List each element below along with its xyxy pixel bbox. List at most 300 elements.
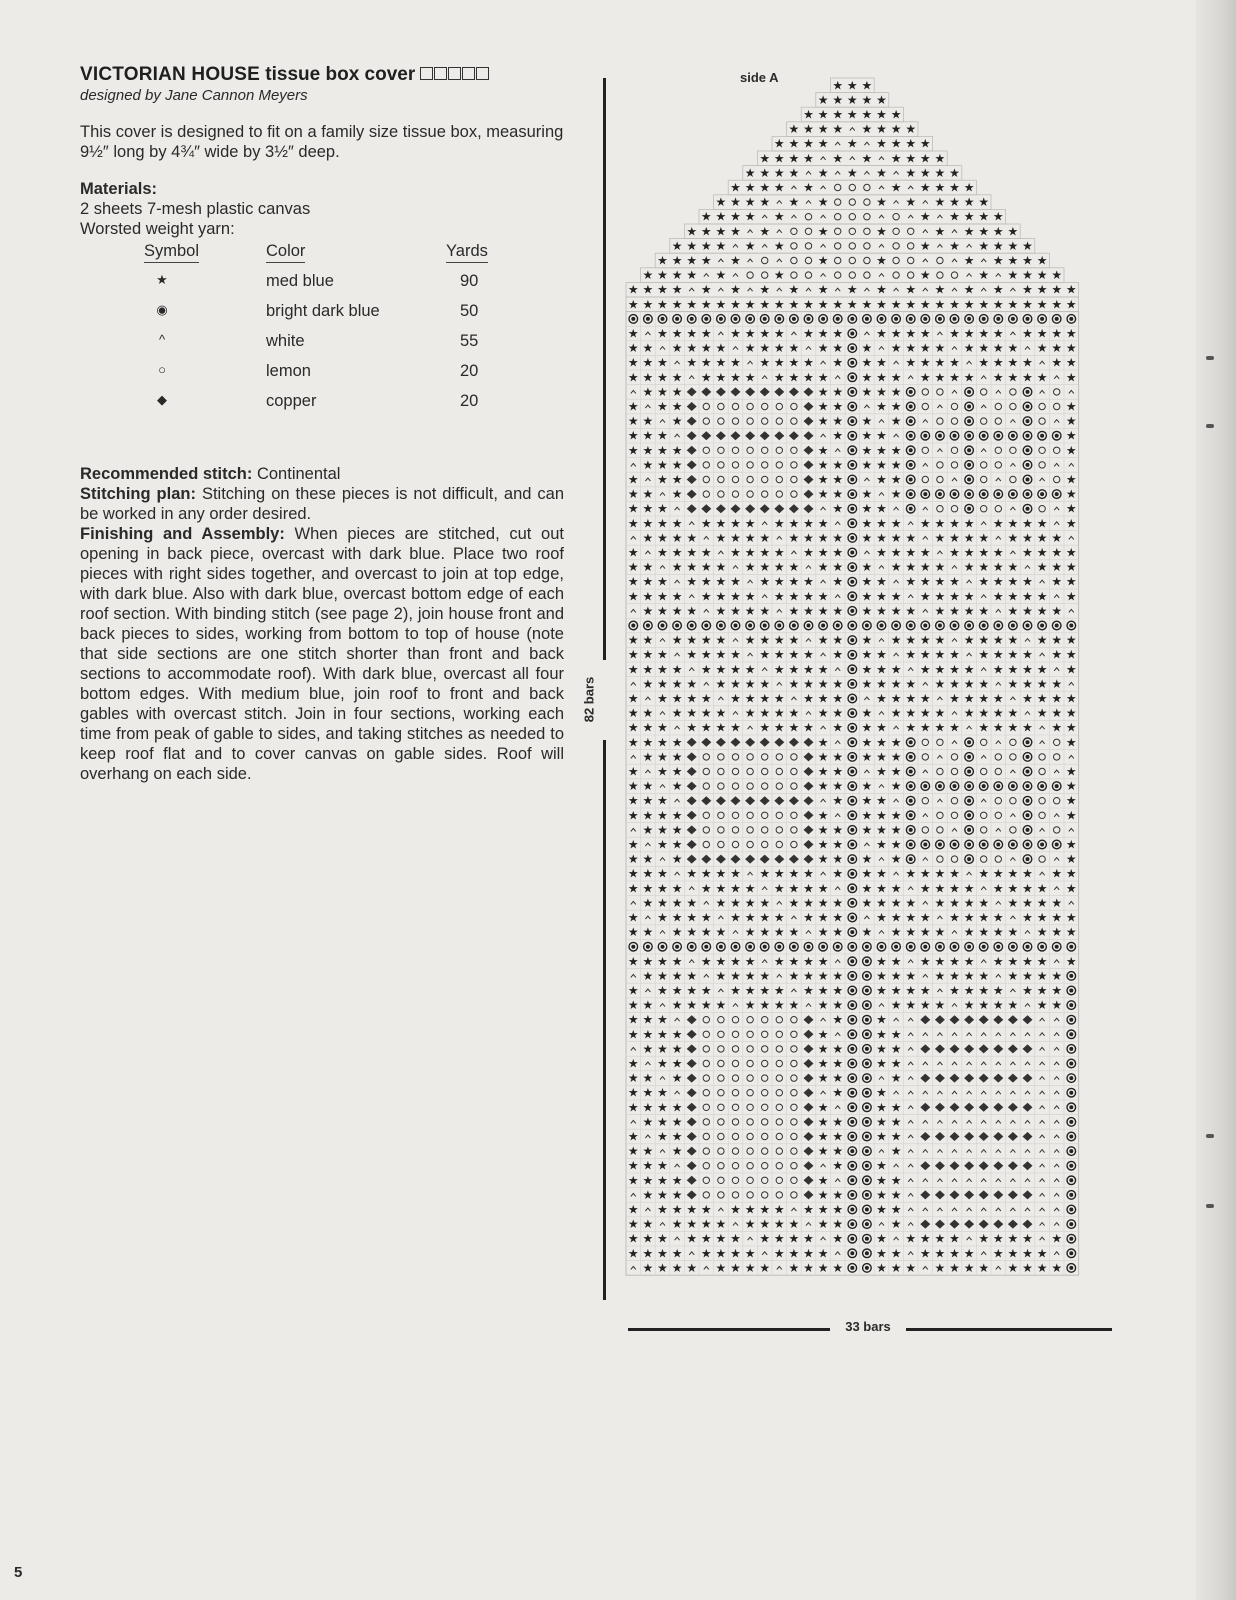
svg-text:★: ★ (934, 574, 946, 589)
svg-text:★: ★ (730, 530, 741, 545)
svg-text:★: ★ (949, 530, 960, 545)
svg-text:★: ★ (890, 341, 902, 356)
svg-text:★: ★ (715, 633, 727, 648)
svg-text:★: ★ (817, 837, 829, 852)
svg-text:★: ★ (876, 545, 887, 560)
svg-text:★: ★ (657, 457, 668, 472)
svg-text:★: ★ (744, 180, 756, 195)
svg-text:★: ★ (627, 399, 639, 414)
svg-text:★: ★ (686, 720, 698, 735)
svg-text:★: ★ (700, 1217, 712, 1232)
svg-text:★: ★ (1036, 516, 1048, 531)
svg-text:★: ★ (627, 837, 639, 852)
svg-text:★: ★ (671, 925, 683, 940)
svg-text:★: ★ (788, 122, 800, 137)
svg-text:★: ★ (978, 603, 990, 618)
svg-text:★: ★ (642, 428, 654, 443)
svg-text:★: ★ (992, 589, 1004, 604)
svg-text:★: ★ (773, 238, 785, 253)
svg-text:★: ★ (876, 136, 887, 151)
svg-text:★: ★ (773, 866, 785, 881)
svg-text:★: ★ (1007, 574, 1019, 589)
svg-text:★: ★ (671, 881, 683, 896)
diamond-icon: ◆ (157, 392, 167, 407)
svg-text:★: ★ (876, 1173, 887, 1188)
svg-text:★: ★ (1065, 837, 1077, 852)
svg-text:★: ★ (905, 968, 917, 983)
svg-text:★: ★ (686, 706, 698, 721)
svg-text:★: ★ (963, 209, 975, 224)
svg-text:★: ★ (686, 983, 698, 998)
svg-text:★: ★ (949, 662, 960, 677)
svg-text:★: ★ (963, 691, 975, 706)
svg-text:★: ★ (919, 662, 931, 677)
svg-text:★: ★ (934, 881, 946, 896)
svg-text:★: ★ (890, 589, 902, 604)
svg-text:★: ★ (992, 545, 1004, 560)
svg-text:★: ★ (1036, 895, 1048, 910)
svg-text:★: ★ (905, 151, 917, 166)
svg-text:★: ★ (730, 1246, 741, 1261)
svg-text:★: ★ (642, 808, 654, 823)
svg-text:★: ★ (671, 1144, 683, 1159)
svg-text:★: ★ (1007, 297, 1019, 312)
svg-text:★: ★ (890, 107, 902, 122)
svg-text:★: ★ (890, 122, 902, 137)
svg-text:★: ★ (1022, 268, 1033, 283)
svg-text:★: ★ (1007, 954, 1019, 969)
svg-text:★: ★ (861, 735, 873, 750)
svg-text:★: ★ (963, 633, 975, 648)
svg-text:★: ★ (642, 1231, 654, 1246)
star-icon: ★ (156, 272, 168, 287)
svg-text:★: ★ (642, 633, 654, 648)
svg-text:★: ★ (1022, 326, 1033, 341)
svg-text:★: ★ (686, 253, 698, 268)
svg-text:★: ★ (730, 676, 741, 691)
svg-text:★: ★ (817, 1041, 829, 1056)
svg-text:★: ★ (846, 297, 858, 312)
svg-text:★: ★ (890, 837, 902, 852)
svg-text:★: ★ (861, 881, 873, 896)
svg-text:★: ★ (1022, 1246, 1033, 1261)
svg-text:★: ★ (715, 706, 727, 721)
svg-text:★: ★ (715, 560, 727, 575)
svg-text:★: ★ (686, 238, 698, 253)
svg-text:★: ★ (700, 633, 712, 648)
svg-text:★: ★ (1007, 968, 1019, 983)
svg-text:★: ★ (627, 706, 639, 721)
svg-text:★: ★ (905, 603, 917, 618)
svg-text:★: ★ (992, 706, 1004, 721)
materials-section (80, 179, 564, 239)
svg-text:★: ★ (642, 1085, 654, 1100)
svg-text:★: ★ (627, 808, 639, 823)
svg-text:★: ★ (627, 501, 639, 516)
svg-text:★: ★ (715, 297, 727, 312)
svg-text:★: ★ (832, 895, 844, 910)
svg-text:★: ★ (949, 983, 960, 998)
svg-text:★: ★ (890, 764, 902, 779)
svg-text:★: ★ (817, 954, 829, 969)
svg-text:★: ★ (627, 852, 639, 867)
svg-text:★: ★ (1051, 560, 1063, 575)
svg-text:★: ★ (876, 530, 887, 545)
svg-text:★: ★ (1051, 268, 1063, 283)
svg-text:★: ★ (890, 735, 902, 750)
svg-text:★: ★ (803, 1260, 814, 1275)
svg-text:★: ★ (744, 341, 756, 356)
svg-text:★: ★ (876, 895, 887, 910)
svg-text:★: ★ (700, 925, 712, 940)
svg-text:★: ★ (978, 530, 990, 545)
svg-text:★: ★ (715, 647, 727, 662)
svg-text:★: ★ (671, 1041, 683, 1056)
svg-text:★: ★ (978, 691, 990, 706)
svg-text:★: ★ (890, 1071, 902, 1086)
svg-text:★: ★ (627, 487, 639, 502)
svg-text:★: ★ (876, 691, 887, 706)
yarn-key-row (80, 362, 560, 384)
svg-text:★: ★ (832, 384, 844, 399)
svg-text:★: ★ (671, 1260, 683, 1275)
svg-text:★: ★ (657, 1231, 668, 1246)
svg-text:★: ★ (1007, 647, 1019, 662)
svg-text:★: ★ (1022, 954, 1033, 969)
svg-text:★: ★ (700, 691, 712, 706)
svg-text:★: ★ (715, 1217, 727, 1232)
svg-text:★: ★ (744, 895, 756, 910)
svg-text:★: ★ (627, 414, 639, 429)
svg-text:★: ★ (744, 209, 756, 224)
svg-text:★: ★ (992, 983, 1004, 998)
instructions-section (80, 464, 564, 784)
binding-staple (1206, 356, 1214, 360)
svg-text:★: ★ (817, 516, 829, 531)
svg-text:★: ★ (934, 195, 946, 210)
svg-text:★: ★ (686, 691, 698, 706)
svg-text:★: ★ (642, 1173, 654, 1188)
svg-text:★: ★ (963, 224, 975, 239)
svg-text:★: ★ (817, 443, 829, 458)
svg-text:★: ★ (890, 487, 902, 502)
svg-text:★: ★ (686, 603, 698, 618)
svg-text:★: ★ (686, 1217, 698, 1232)
svg-text:★: ★ (773, 341, 785, 356)
svg-text:★: ★ (978, 895, 990, 910)
svg-text:★: ★ (890, 1114, 902, 1129)
yarn-color-name: white (266, 332, 305, 350)
svg-text:★: ★ (890, 1173, 902, 1188)
svg-text:★: ★ (657, 837, 668, 852)
svg-text:★: ★ (890, 151, 902, 166)
svg-text:★: ★ (949, 1246, 960, 1261)
svg-text:★: ★ (1065, 633, 1077, 648)
svg-text:★: ★ (905, 530, 917, 545)
svg-text:★: ★ (949, 326, 960, 341)
svg-text:★: ★ (642, 1217, 654, 1232)
svg-text:★: ★ (876, 1187, 887, 1202)
svg-text:★: ★ (905, 122, 917, 137)
svg-text:★: ★ (744, 1260, 756, 1275)
svg-text:★: ★ (700, 297, 712, 312)
svg-text:★: ★ (803, 297, 814, 312)
svg-text:★: ★ (876, 735, 887, 750)
svg-text:★: ★ (1065, 735, 1077, 750)
svg-text:★: ★ (730, 910, 741, 925)
svg-text:★: ★ (905, 282, 917, 297)
svg-text:★: ★ (876, 1231, 887, 1246)
title-main: VICTORIAN HOUSE (80, 64, 261, 85)
svg-text:★: ★ (832, 151, 844, 166)
svg-text:★: ★ (876, 837, 887, 852)
svg-text:★: ★ (832, 691, 844, 706)
svg-text:★: ★ (759, 282, 771, 297)
svg-text:★: ★ (730, 881, 741, 896)
svg-text:★: ★ (1022, 662, 1033, 677)
svg-text:★: ★ (905, 341, 917, 356)
svg-text:★: ★ (788, 516, 800, 531)
svg-text:★: ★ (934, 866, 946, 881)
title-suffix: tissue box cover (265, 64, 416, 85)
svg-text:★: ★ (890, 443, 902, 458)
svg-text:★: ★ (1065, 779, 1077, 794)
svg-text:★: ★ (730, 895, 741, 910)
svg-text:★: ★ (817, 1100, 829, 1115)
svg-text:★: ★ (657, 1260, 668, 1275)
svg-text:★: ★ (803, 151, 814, 166)
svg-text:★: ★ (642, 1100, 654, 1115)
svg-text:★: ★ (642, 1071, 654, 1086)
svg-text:★: ★ (1065, 954, 1077, 969)
svg-text:★: ★ (803, 1231, 814, 1246)
svg-text:★: ★ (627, 282, 639, 297)
svg-text:★: ★ (876, 793, 887, 808)
svg-text:★: ★ (861, 487, 873, 502)
svg-text:★: ★ (744, 1217, 756, 1232)
svg-text:★: ★ (657, 370, 668, 385)
svg-text:★: ★ (759, 1231, 771, 1246)
svg-text:★: ★ (832, 706, 844, 721)
svg-text:★: ★ (759, 530, 771, 545)
svg-text:★: ★ (832, 925, 844, 940)
stitching-plan: Stitching plan: Stitching on these pieces is not difficult, and can be worked in any order desired. (80, 485, 564, 523)
svg-text:★: ★ (627, 954, 639, 969)
svg-text:★: ★ (919, 209, 931, 224)
svg-text:★: ★ (832, 910, 844, 925)
svg-text:★: ★ (730, 209, 741, 224)
svg-text:★: ★ (919, 326, 931, 341)
svg-text:★: ★ (817, 1027, 829, 1042)
svg-text:★: ★ (700, 253, 712, 268)
svg-text:★: ★ (657, 589, 668, 604)
svg-text:★: ★ (890, 925, 902, 940)
svg-text:★: ★ (919, 647, 931, 662)
svg-text:★: ★ (1036, 676, 1048, 691)
svg-text:★: ★ (861, 808, 873, 823)
svg-text:★: ★ (919, 297, 931, 312)
svg-text:★: ★ (992, 633, 1004, 648)
svg-text:★: ★ (715, 530, 727, 545)
svg-text:★: ★ (817, 589, 829, 604)
svg-text:★: ★ (773, 268, 785, 283)
svg-text:★: ★ (861, 428, 873, 443)
svg-text:★: ★ (861, 355, 873, 370)
pattern-text-column (80, 64, 564, 784)
svg-text:★: ★ (934, 1231, 946, 1246)
svg-text:★: ★ (657, 530, 668, 545)
svg-text:★: ★ (992, 866, 1004, 881)
svg-text:★: ★ (803, 530, 814, 545)
svg-text:★: ★ (919, 1246, 931, 1261)
svg-text:★: ★ (919, 720, 931, 735)
svg-text:★: ★ (949, 910, 960, 925)
svg-text:★: ★ (686, 326, 698, 341)
svg-text:★: ★ (627, 1027, 639, 1042)
svg-text:★: ★ (803, 662, 814, 677)
svg-text:★: ★ (890, 560, 902, 575)
svg-text:★: ★ (788, 1217, 800, 1232)
open-circle-icon: ○ (158, 362, 166, 377)
svg-text:★: ★ (730, 647, 741, 662)
svg-text:★: ★ (832, 530, 844, 545)
svg-text:★: ★ (832, 866, 844, 881)
svg-text:★: ★ (919, 560, 931, 575)
svg-text:★: ★ (992, 954, 1004, 969)
svg-text:★: ★ (759, 180, 771, 195)
svg-text:★: ★ (876, 501, 887, 516)
svg-text:★: ★ (890, 472, 902, 487)
svg-text:★: ★ (861, 749, 873, 764)
svg-text:★: ★ (832, 1085, 844, 1100)
svg-text:★: ★ (715, 662, 727, 677)
svg-text:★: ★ (832, 1231, 844, 1246)
svg-text:★: ★ (657, 954, 668, 969)
svg-text:★: ★ (700, 910, 712, 925)
page-number: 5 (14, 1564, 23, 1581)
svg-text:★: ★ (934, 676, 946, 691)
svg-text:★: ★ (817, 399, 829, 414)
svg-text:★: ★ (1022, 1231, 1033, 1246)
svg-text:★: ★ (1065, 560, 1077, 575)
svg-text:★: ★ (671, 603, 683, 618)
svg-text:★: ★ (905, 983, 917, 998)
svg-text:★: ★ (890, 954, 902, 969)
svg-text:★: ★ (876, 282, 887, 297)
svg-text:★: ★ (671, 1100, 683, 1115)
svg-text:★: ★ (627, 355, 639, 370)
svg-text:★: ★ (992, 326, 1004, 341)
svg-text:★: ★ (642, 1246, 654, 1261)
svg-text:★: ★ (817, 472, 829, 487)
svg-text:★: ★ (671, 998, 683, 1013)
svg-text:★: ★ (686, 925, 698, 940)
svg-text:★: ★ (642, 1041, 654, 1056)
svg-text:★: ★ (730, 282, 741, 297)
svg-text:★: ★ (788, 341, 800, 356)
svg-text:★: ★ (1065, 326, 1077, 341)
svg-text:★: ★ (773, 662, 785, 677)
svg-text:★: ★ (817, 487, 829, 502)
svg-text:★: ★ (773, 881, 785, 896)
svg-text:★: ★ (934, 341, 946, 356)
svg-text:★: ★ (890, 1144, 902, 1159)
svg-text:★: ★ (657, 749, 668, 764)
svg-text:★: ★ (876, 662, 887, 677)
svg-text:★: ★ (744, 297, 756, 312)
svg-text:★: ★ (876, 574, 887, 589)
svg-text:★: ★ (700, 238, 712, 253)
svg-text:★: ★ (671, 1027, 683, 1042)
svg-text:★: ★ (934, 297, 946, 312)
svg-text:★: ★ (963, 925, 975, 940)
svg-text:★: ★ (1036, 545, 1048, 560)
svg-text:★: ★ (1065, 647, 1077, 662)
svg-text:★: ★ (963, 297, 975, 312)
svg-text:★: ★ (686, 560, 698, 575)
svg-text:★: ★ (919, 998, 931, 1013)
svg-text:★: ★ (817, 895, 829, 910)
svg-text:★: ★ (642, 370, 654, 385)
svg-text:★: ★ (744, 603, 756, 618)
svg-text:★: ★ (744, 706, 756, 721)
svg-text:★: ★ (657, 793, 668, 808)
svg-text:★: ★ (949, 676, 960, 691)
svg-text:★: ★ (992, 253, 1004, 268)
svg-text:★: ★ (1022, 530, 1033, 545)
svg-text:★: ★ (1065, 881, 1077, 896)
finishing-assembly: Finishing and Assembly: When pieces are stitched, cut out opening in back piece, overcast with dark blue. Place two roof pieces with right sides together, and overcast to join at top edge, with dark blue. Also with dark blue, overcast bottom edge of each roof section. With binding stitch (see page 2), join house front and back pieces to sides, working from bottom to top of house (note that side sections are one stitch shorter than front and back sections to accommodate roof). With dark blue, overcast all four bottom edges. With medium blue, join roof to front and back gables with overcast stitch. Join in four sections, working each time from peak of gable to sides, and taking stitches as needed to keep roof flat and to cover canvas on gable sides. Roof will overhang on each side. (80, 525, 564, 783)
svg-text:★: ★ (657, 735, 668, 750)
svg-text:★: ★ (861, 341, 873, 356)
svg-text:★: ★ (876, 822, 887, 837)
svg-text:★: ★ (715, 238, 727, 253)
svg-text:★: ★ (832, 749, 844, 764)
svg-text:★: ★ (832, 297, 844, 312)
svg-text:★: ★ (788, 136, 800, 151)
svg-text:★: ★ (876, 1085, 887, 1100)
svg-text:★: ★ (949, 866, 960, 881)
svg-text:★: ★ (627, 1231, 639, 1246)
svg-text:★: ★ (876, 355, 887, 370)
svg-text:★: ★ (992, 341, 1004, 356)
svg-text:★: ★ (992, 662, 1004, 677)
svg-text:★: ★ (978, 341, 990, 356)
svg-text:★: ★ (949, 370, 960, 385)
svg-text:★: ★ (817, 998, 829, 1013)
svg-text:★: ★ (919, 545, 931, 560)
svg-text:★: ★ (788, 925, 800, 940)
svg-text:★: ★ (876, 866, 887, 881)
svg-text:★: ★ (949, 720, 960, 735)
svg-text:★: ★ (759, 560, 771, 575)
svg-text:★: ★ (890, 662, 902, 677)
svg-text:★: ★ (657, 1129, 668, 1144)
svg-text:★: ★ (876, 968, 887, 983)
svg-text:★: ★ (744, 530, 756, 545)
svg-text:★: ★ (876, 589, 887, 604)
svg-text:★: ★ (803, 107, 814, 122)
svg-text:★: ★ (992, 238, 1004, 253)
svg-text:★: ★ (803, 954, 814, 969)
svg-text:★: ★ (700, 998, 712, 1013)
svg-text:★: ★ (1022, 720, 1033, 735)
svg-text:★: ★ (657, 1056, 668, 1071)
svg-text:★: ★ (642, 968, 654, 983)
svg-text:★: ★ (627, 428, 639, 443)
svg-text:★: ★ (744, 968, 756, 983)
svg-text:★: ★ (817, 165, 829, 180)
